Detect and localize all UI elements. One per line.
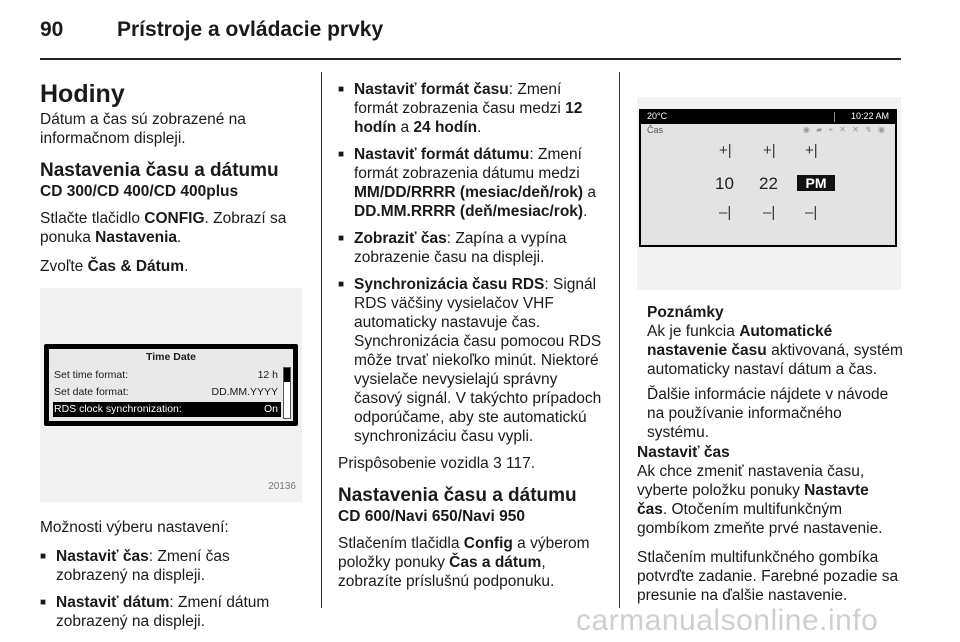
list-item: ■ Nastaviť formát dátumu: Zmení formát zobrazenia dátumu medzi MM/DD/RRRR (mesiac/deň/rok) a DD.MM.RRRR (deň/mesiac/rok).	[338, 145, 604, 221]
subsection-heading: Nastavenia času a dátumu	[40, 160, 279, 181]
column-divider	[321, 72, 322, 608]
paragraph: Zvoľte Čas & Dátum.	[40, 258, 189, 275]
ampm-value: PM	[797, 175, 835, 191]
temperature-readout: 20°C	[647, 111, 668, 121]
paragraph: Stlačením tlačidla Config a výberom položky ponuky Čas a dátum, zobrazíte príslušnú podponuku.	[338, 535, 590, 590]
list-item: ■ Zobraziť čas: Zapína a vypína zobrazenie času na displeji.	[338, 229, 604, 267]
column-divider	[619, 72, 620, 608]
hour-value: 10	[715, 174, 734, 193]
display-screen	[639, 109, 897, 247]
model-heading: CD 300/CD 400/CD 400plus	[40, 183, 239, 200]
scrollbar	[283, 367, 291, 419]
list-item: ■ Nastaviť čas: Zmení čas zobrazený na displeji.	[40, 547, 305, 585]
section-heading: Hodiny	[40, 80, 125, 108]
paragraph: Ak chce zmeniť nastavenia času, vyberte položku ponuky Nastavte čas. Otočením multifunkčným gombíkom zmeňte prvé nastavenie.	[637, 463, 883, 537]
model-heading: CD 600/Navi 650/Navi 950	[338, 508, 525, 525]
column-left	[40, 80, 305, 639]
menu-row: Set date format: DD.MM.YYYY	[54, 386, 278, 398]
note-text: Ak je funkcia Automatické nastavenie času aktivovaná, systém automaticky nastaví dátum a čas.	[647, 323, 903, 378]
list-item: ■ Nastaviť dátum: Zmení dátum zobrazený na displeji.	[40, 593, 305, 631]
display-figure-clock	[637, 97, 901, 290]
intro-text: Dátum a čas sú zobrazené na informačnom displeji.	[40, 111, 246, 147]
options-intro: Možnosti výberu nastavení:	[40, 519, 229, 536]
cross-reference: Prispôsobenie vozidla 3 117.	[338, 455, 536, 472]
plus-icon: +|	[805, 142, 818, 159]
header-rule	[40, 58, 901, 60]
note-title: Poznámky	[647, 304, 724, 321]
figure-code: 20136	[268, 481, 296, 492]
page-reference-link[interactable]: 3 117.	[493, 455, 536, 472]
plus-icon: +|	[719, 142, 732, 159]
status-bar	[639, 109, 897, 124]
screen-label: Čas	[647, 125, 664, 135]
plus-icon: +|	[763, 142, 776, 159]
options-list	[338, 80, 604, 446]
watermark: carmanualsonline.info	[576, 604, 879, 637]
clock-readout: 10:22 AM	[850, 111, 889, 121]
list-item: ■ Nastaviť formát času: Zmení formát zobrazenia času medzi 12 hodín a 24 hodín.	[338, 80, 604, 137]
subsection-heading: Nastaviť čas	[637, 444, 730, 461]
display-screen	[44, 344, 298, 426]
list-item: ■ Synchronizácia času RDS: Signál RDS väčšiny vysielačov VHF automaticky nastavuje čas. Synchronizácia času pomocou RDS môže trvať niekoľko minút. Niektoré vysielače nevysielajú správny časový signál. V takýchto prípadoch odporúčame, aby ste automatickú synchronizáciu času vypli.	[338, 275, 604, 446]
screen-title: Time Date	[146, 351, 196, 363]
menu-row: Set time format: 12 h	[54, 369, 278, 381]
page-number: 90	[40, 18, 64, 41]
column-middle	[338, 80, 604, 601]
minute-value: 22	[759, 174, 778, 193]
options-list	[40, 547, 305, 631]
note-text: Ďalšie informácie nájdete v návode na používanie informačného systému.	[647, 386, 889, 441]
page-header	[0, 0, 960, 64]
menu-row-selected: RDS clock synchronization: On	[53, 402, 281, 417]
status-icons: ◉ ▰ ⌖ ✕ ✕ ↯ ◉	[802, 125, 887, 134]
note-box	[647, 303, 905, 448]
column-right	[637, 443, 903, 615]
paragraph: Stlačte tlačidlo CONFIG. Zobrazí sa ponuka Nastavenia.	[40, 210, 287, 246]
minus-icon: –|	[763, 204, 776, 221]
page-title: Prístroje a ovládacie prvky	[117, 18, 384, 41]
minus-icon: –|	[719, 204, 732, 221]
subsection-heading: Nastavenia času a dátumu	[338, 485, 577, 506]
paragraph: Stlačením multifunkčného gombíka potvrďte zadanie. Farebné pozadie sa presunie na ďalšie nastavenie.	[637, 549, 899, 604]
minus-icon: –|	[805, 204, 818, 221]
display-figure-time-date	[40, 288, 302, 502]
